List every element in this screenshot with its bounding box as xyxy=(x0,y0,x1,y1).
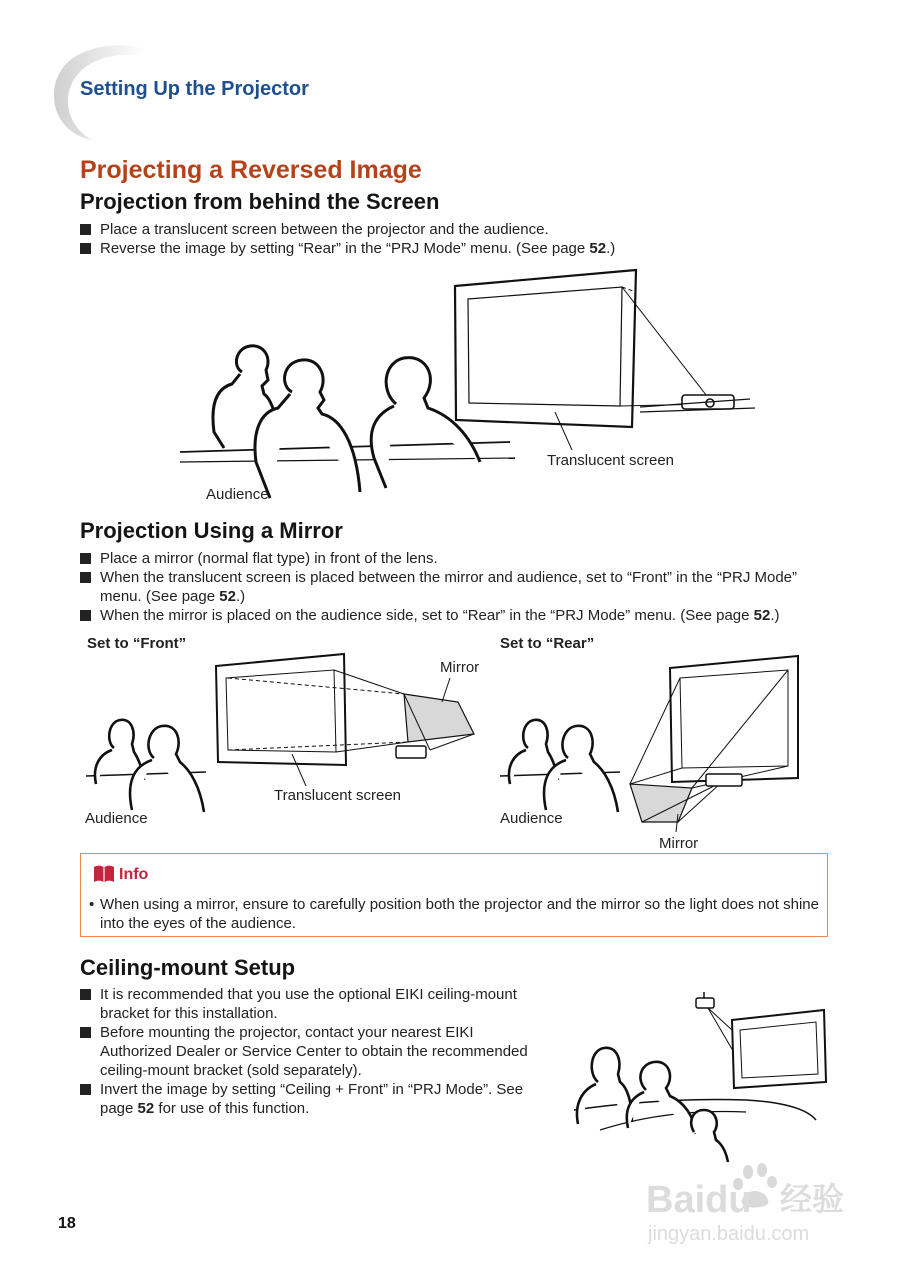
bullet-square-icon xyxy=(80,989,91,1000)
audience-label: Audience xyxy=(206,486,269,503)
info-title: Info xyxy=(119,866,149,883)
list-item: It is recommended that you use the optional EIKI ceiling-mount bracket for this installation. xyxy=(80,985,538,1023)
book-icon xyxy=(93,864,115,884)
behind-screen-bullets xyxy=(80,220,840,258)
svg-text:Baidu: Baidu xyxy=(646,1179,752,1221)
front-caption: Set to “Front” xyxy=(87,635,187,652)
front-screen-label: Translucent screen xyxy=(274,787,402,804)
bullet-square-icon xyxy=(80,224,91,235)
ceiling-heading: Ceiling-mount Setup xyxy=(80,955,296,980)
front-mirror-label: Mirror xyxy=(440,659,480,676)
ceiling-mount-illustration xyxy=(570,990,840,1170)
list-item: Place a translucent screen between the projector and the audience. xyxy=(80,220,840,239)
rear-projection-illustration xyxy=(180,262,780,512)
bullet-square-icon xyxy=(80,572,91,583)
watermark-logo xyxy=(640,1160,870,1250)
bullet-square-icon xyxy=(80,610,91,621)
front-audience-label: Audience xyxy=(85,810,148,827)
info-box xyxy=(80,853,828,937)
behind-screen-heading: Projection from behind the Screen xyxy=(80,189,440,214)
page-number: 18 xyxy=(58,1215,76,1232)
list-item: Before mounting the projector, contact your nearest EIKI Authorized Dealer or Service Center to obtain the recommended ceiling-mount bracket (sold separately). xyxy=(80,1023,538,1080)
svg-text:经验: 经验 xyxy=(780,1180,845,1218)
ceiling-bullets xyxy=(80,985,538,1118)
svg-text:jingyan.baidu.com: jingyan.baidu.com xyxy=(648,1223,810,1245)
bullet-square-icon xyxy=(80,1084,91,1095)
list-item: Place a mirror (normal flat type) in front of the lens. xyxy=(80,549,840,568)
mirror-heading: Projection Using a Mirror xyxy=(80,518,343,543)
page-title: Projecting a Reversed Image xyxy=(80,156,422,184)
list-item: Reverse the image by setting “Rear” in the “PRJ Mode” menu. (See page 52.) xyxy=(80,239,840,258)
rear-audience-label: Audience xyxy=(500,810,563,827)
bullet-square-icon xyxy=(80,1027,91,1038)
bullet-square-icon xyxy=(80,553,91,564)
rear-mirror-label: Mirror xyxy=(659,835,699,852)
info-text: • When using a mirror, ensure to carefully position both the projector and the mirror so the light does not shine into the eyes of the audience. xyxy=(89,896,819,932)
bullet-square-icon xyxy=(80,243,91,254)
info-bullet: • xyxy=(89,896,95,913)
mirror-bullets xyxy=(80,549,840,625)
list-item: When the translucent screen is placed between the mirror and audience, set to “Front” in the “PRJ Mode” menu. (See page 52.) xyxy=(80,568,840,606)
rear-caption: Set to “Rear” xyxy=(500,635,595,652)
list-item: Invert the image by setting “Ceiling + Front” in “PRJ Mode”. See page 52 for use of this function. xyxy=(80,1080,538,1118)
section-title: Setting Up the Projector xyxy=(80,78,309,100)
translucent-screen-label: Translucent screen xyxy=(547,452,675,469)
list-item: When the mirror is placed on the audience side, set to “Rear” in the “PRJ Mode” menu. (See page 52.) xyxy=(80,606,840,625)
